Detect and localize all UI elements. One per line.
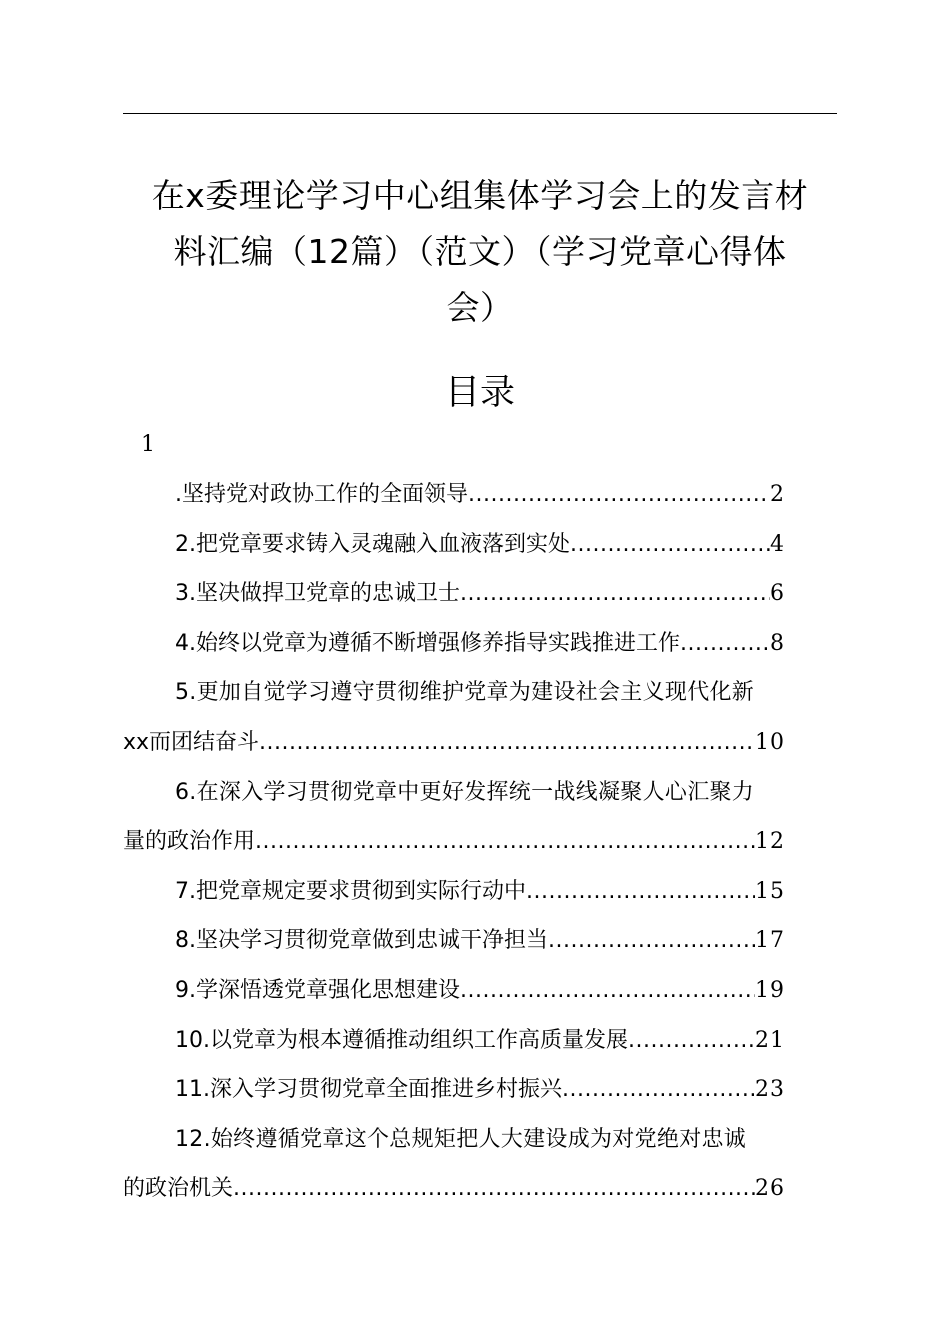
toc-entry-row [123, 470, 785, 520]
toc-leader-dots [526, 867, 755, 917]
toc-leader-dots [562, 1065, 755, 1115]
toc-entry-row [123, 619, 785, 669]
toc-leader-dots [255, 817, 755, 867]
toc-leader-dots [259, 718, 755, 768]
toc-entry-row [123, 867, 785, 917]
toc-page-number: 12 [755, 829, 785, 855]
toc-entry[interactable] [123, 520, 785, 570]
toc-entry-row [123, 1065, 785, 1115]
document-title [123, 168, 837, 336]
toc-entry[interactable] [123, 966, 785, 1016]
toc-entry[interactable] [123, 1115, 785, 1214]
toc-heading: 目录 [444, 373, 515, 413]
toc-entry-row [123, 520, 785, 570]
toc-entry[interactable] [123, 867, 785, 917]
toc-entry-title-line: 5.更加自觉学习遵守贯彻维护党章为建设社会主义现代化新 [175, 680, 755, 706]
header-rule [123, 113, 837, 114]
toc-page-number: 17 [755, 928, 785, 954]
toc-entry-title: 10.以党章为根本遵循推动组织工作高质量发展 [175, 1027, 628, 1053]
toc-leader-dots [233, 1164, 755, 1214]
toc-entry-title-line: 6.在深入学习贯彻党章中更好发挥统一战线凝聚人心汇聚力 [175, 779, 755, 805]
toc-entry[interactable] [123, 668, 785, 767]
toc-page-number: 6 [770, 581, 785, 607]
toc-leader-dots [460, 569, 770, 619]
toc-leader-dots [680, 619, 770, 669]
toc-entry[interactable] [123, 470, 785, 520]
toc-entry-title: 8.坚决学习贯彻党章做到忠诚干净担当 [175, 928, 548, 954]
toc-entry-row [123, 1164, 785, 1214]
toc-entry[interactable] [123, 1065, 785, 1115]
toc-entry[interactable] [123, 768, 785, 867]
toc-page-number: 26 [755, 1176, 785, 1202]
toc-page-number: 4 [770, 531, 785, 557]
toc-entry-row [123, 916, 785, 966]
toc-page-number: 19 [755, 977, 785, 1003]
toc-entry-title: 3.坚决做捍卫党章的忠诚卫士 [175, 581, 460, 607]
toc-stray-number: 1 [141, 432, 155, 457]
title-line: 会） [446, 288, 514, 327]
toc-entry[interactable] [123, 1016, 785, 1066]
toc-entry[interactable] [123, 569, 785, 619]
toc-page-number: 23 [755, 1077, 785, 1103]
toc-entry[interactable] [123, 916, 785, 966]
toc-entry-title: 9.学深悟透党章强化思想建设 [175, 977, 460, 1003]
toc-entry-row [123, 718, 785, 768]
toc-entry-title: xx而团结奋斗 [123, 729, 260, 755]
toc-page-number: 15 [755, 878, 785, 904]
toc-leader-dots [570, 520, 770, 570]
toc-page-number: 10 [755, 729, 785, 755]
toc-entry-title: 的政治机关 [123, 1176, 234, 1202]
toc-entry-row [123, 1016, 785, 1066]
toc-entry-title: 7.把党章规定要求贯彻到实际行动中 [175, 878, 526, 904]
toc-entry-row [123, 817, 785, 867]
toc-entry-title: 11.深入学习贯彻党章全面推进乡村振兴 [175, 1077, 562, 1103]
toc-entry[interactable] [123, 619, 785, 669]
toc-entry-title: 4.始终以党章为遵循不断增强修养指导实践推进工作 [175, 630, 680, 656]
toc-entry-title-line: 12.始终遵循党章这个总规矩把人大建设成为对党绝对忠诚 [175, 1126, 747, 1152]
toc-entry-title: 2.把党章要求铸入灵魂融入血液落到实处 [175, 531, 570, 557]
toc-page-number: 2 [770, 482, 785, 507]
toc-entry-title: .坚持党对政协工作的全面领导 [175, 482, 468, 507]
title-line: 料汇编（12篇）（范文）（学习党章心得体 [173, 232, 787, 271]
toc-page-number: 21 [755, 1027, 785, 1053]
toc-entry-title: 量的政治作用 [123, 829, 256, 855]
toc-entry-row [123, 569, 785, 619]
toc-leader-dots [628, 1016, 755, 1066]
table-of-contents [123, 470, 837, 1214]
title-line: 在x委理论学习中心组集体学习会上的发言材 [151, 176, 809, 215]
toc-leader-dots [468, 470, 770, 520]
toc-leader-dots [548, 916, 755, 966]
toc-entry-row [123, 966, 785, 1016]
toc-leader-dots [460, 966, 755, 1016]
toc-page-number: 8 [770, 630, 785, 656]
